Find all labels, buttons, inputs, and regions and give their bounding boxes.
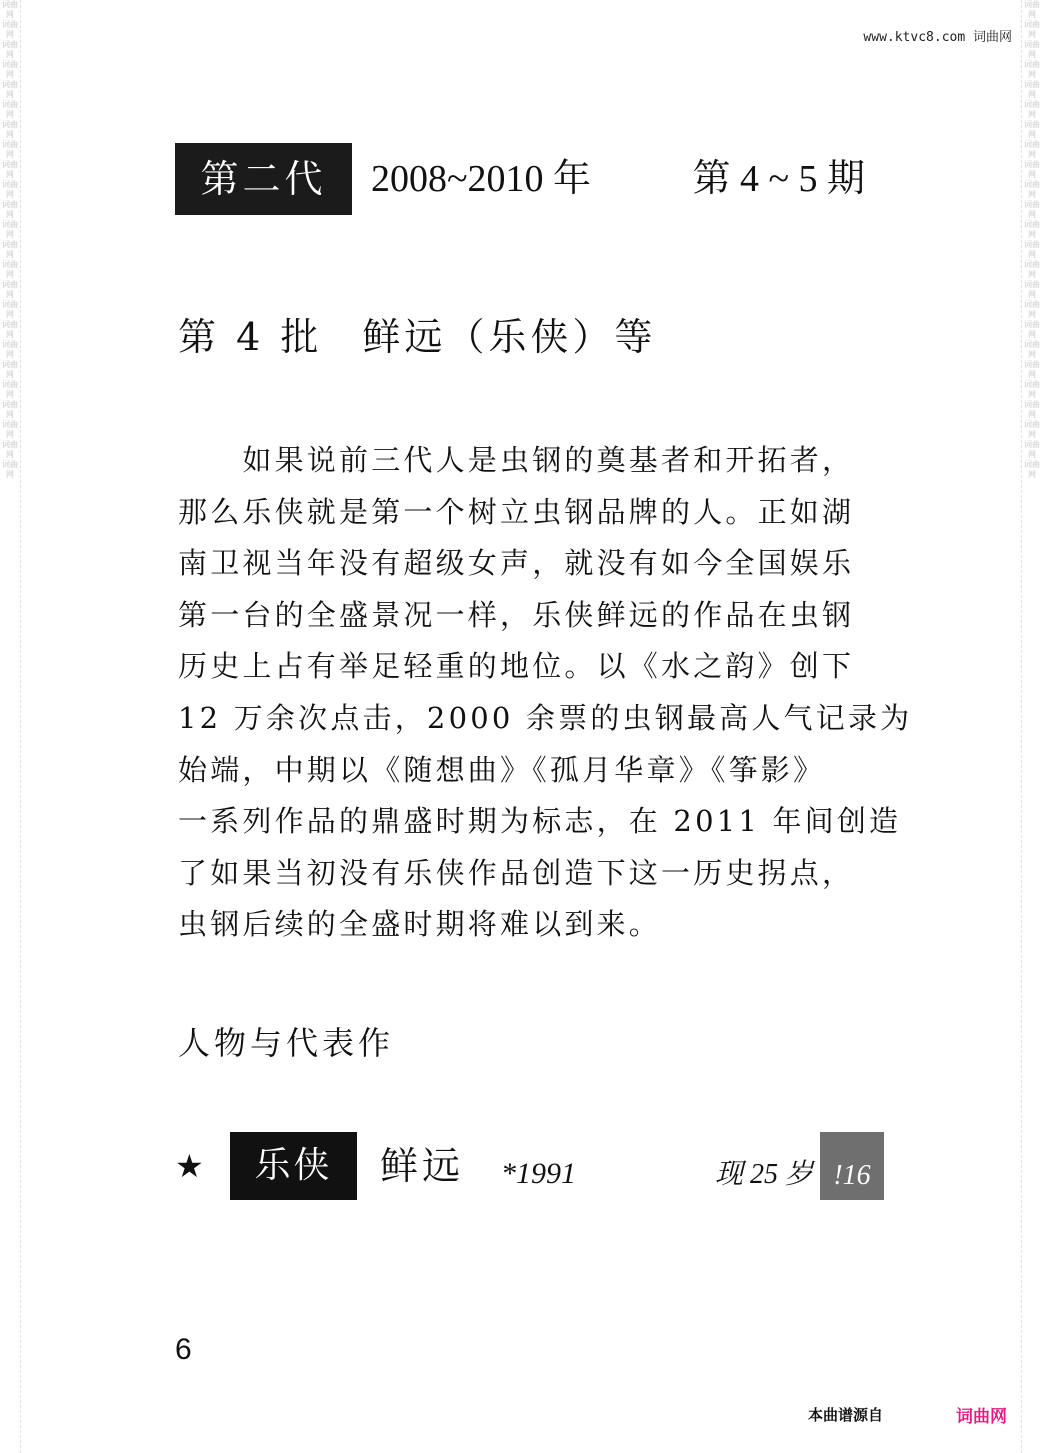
body-line: 南卫视当年没有超级女声，就没有如今全国娱乐: [178, 546, 855, 581]
generation-years: 2008~2010 年: [371, 158, 592, 200]
source-brand-link[interactable]: 词曲网: [956, 1407, 1007, 1427]
person-name: 鲜远: [380, 1144, 465, 1188]
section-title: 人物与代表作: [178, 1024, 395, 1062]
person-row: [175, 1132, 885, 1202]
body-line: 如果说前三代人是虫钢的奠基者和开拓者，: [178, 443, 855, 477]
batch-title: [178, 312, 656, 362]
generation-issues: 第 4 ~ 5 期: [692, 158, 865, 200]
right-watermark-strip: [1024, 0, 1040, 1453]
body-line: 了如果当初没有乐侠作品创造下这一历史拐点，: [178, 855, 855, 890]
right-margin-line: [1021, 0, 1022, 1453]
page-number: 6: [175, 1333, 192, 1366]
person-birth-year: *1991: [501, 1157, 576, 1190]
body-line: 那么乐侠就是第一个树立虫钢品牌的人。正如湖: [178, 494, 855, 529]
side-watermark-column: 词曲网 词曲网 词曲网 词曲网 词曲网 词曲网 词曲网 词曲网 词曲网 词曲网 词曲网 词曲网 词曲网 词曲网 词曲网 词曲网 词曲网 词曲网 词曲网 词曲网 词曲网 词曲网 词曲网 词曲网: [2, 0, 18, 479]
left-watermark-strip: [2, 0, 18, 1453]
body-paragraph: [178, 435, 913, 951]
body-line: 虫钢后续的全盛时期将难以到来。: [178, 907, 662, 942]
person-alias: 乐侠: [230, 1132, 357, 1200]
generation-label: 第二代: [175, 143, 352, 215]
side-watermark-column: 词曲网 词曲网 词曲网 词曲网 词曲网 词曲网 词曲网 词曲网 词曲网 词曲网 词曲网 词曲网 词曲网 词曲网 词曲网 词曲网 词曲网 词曲网 词曲网 词曲网 词曲网 词曲网 词曲网 词曲网: [1024, 0, 1040, 479]
body-line: 一系列作品的鼎盛时期为标志，在 2011 年间创造: [178, 804, 902, 839]
body-line: 始端，中期以《随想曲》《孤月华章》《筝影》: [178, 752, 826, 787]
body-line: 第一台的全盛景况一样，乐侠鲜远的作品在虫钢: [178, 597, 855, 632]
person-age: 现 25 岁: [715, 1159, 814, 1190]
body-line: 12 万余次点击，2000 余票的虫钢最高人气记录为: [178, 700, 913, 735]
top-watermark: www.ktvc8.com 词曲网: [863, 30, 1012, 45]
batch-label: 第 4 批: [178, 315, 323, 359]
source-note: 本曲谱源自: [808, 1406, 884, 1424]
person-badge: !16: [820, 1132, 884, 1200]
left-margin-line: [20, 0, 21, 1453]
star-icon: ★: [175, 1147, 204, 1185]
body-line: 历史上占有举足轻重的地位。以《水之韵》创下: [178, 649, 855, 684]
batch-names: 鲜远（乐侠）等: [362, 315, 657, 359]
generation-header: [175, 143, 875, 217]
